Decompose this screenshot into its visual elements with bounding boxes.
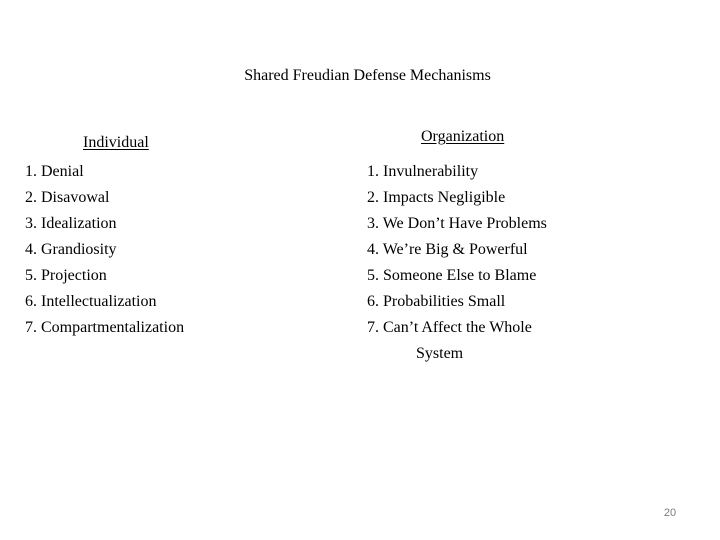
organization-item-5: 5. Someone Else to Blame: [367, 267, 537, 284]
organization-item-7-text: 7. Can’t Affect the Whole: [367, 319, 532, 336]
individual-item-7: 7. Compartmentalization: [25, 319, 185, 336]
individual-list: [25, 159, 184, 341]
slide-title: Shared Freudian Defense Mechanisms: [244, 67, 491, 84]
individual-item-6: 6. Intellectualization: [25, 293, 157, 310]
individual-item-5: 5. Projection: [25, 267, 107, 284]
organization-item-3: 3. We Don’t Have Problems: [367, 215, 547, 232]
organization-item-7: [367, 315, 607, 367]
organization-item-7-continuation: System: [416, 345, 464, 362]
organization-item-4: 4. We’re Big & Powerful: [367, 241, 528, 258]
organization-heading: Organization: [421, 128, 505, 145]
individual-item-2: 2. Disavowal: [25, 189, 110, 206]
page-number: 20: [663, 507, 677, 519]
individual-item-3: 3. Idealization: [25, 215, 117, 232]
individual-heading: Individual: [83, 134, 149, 151]
individual-item-1: 1. Denial: [25, 163, 84, 180]
organization-item-2: 2. Impacts Negligible: [367, 189, 506, 206]
organization-item-6: 6. Probabilities Small: [367, 293, 506, 310]
organization-item-1: 1. Invulnerability: [367, 163, 479, 180]
individual-item-4: 4. Grandiosity: [25, 241, 117, 258]
organization-list: [367, 159, 607, 367]
